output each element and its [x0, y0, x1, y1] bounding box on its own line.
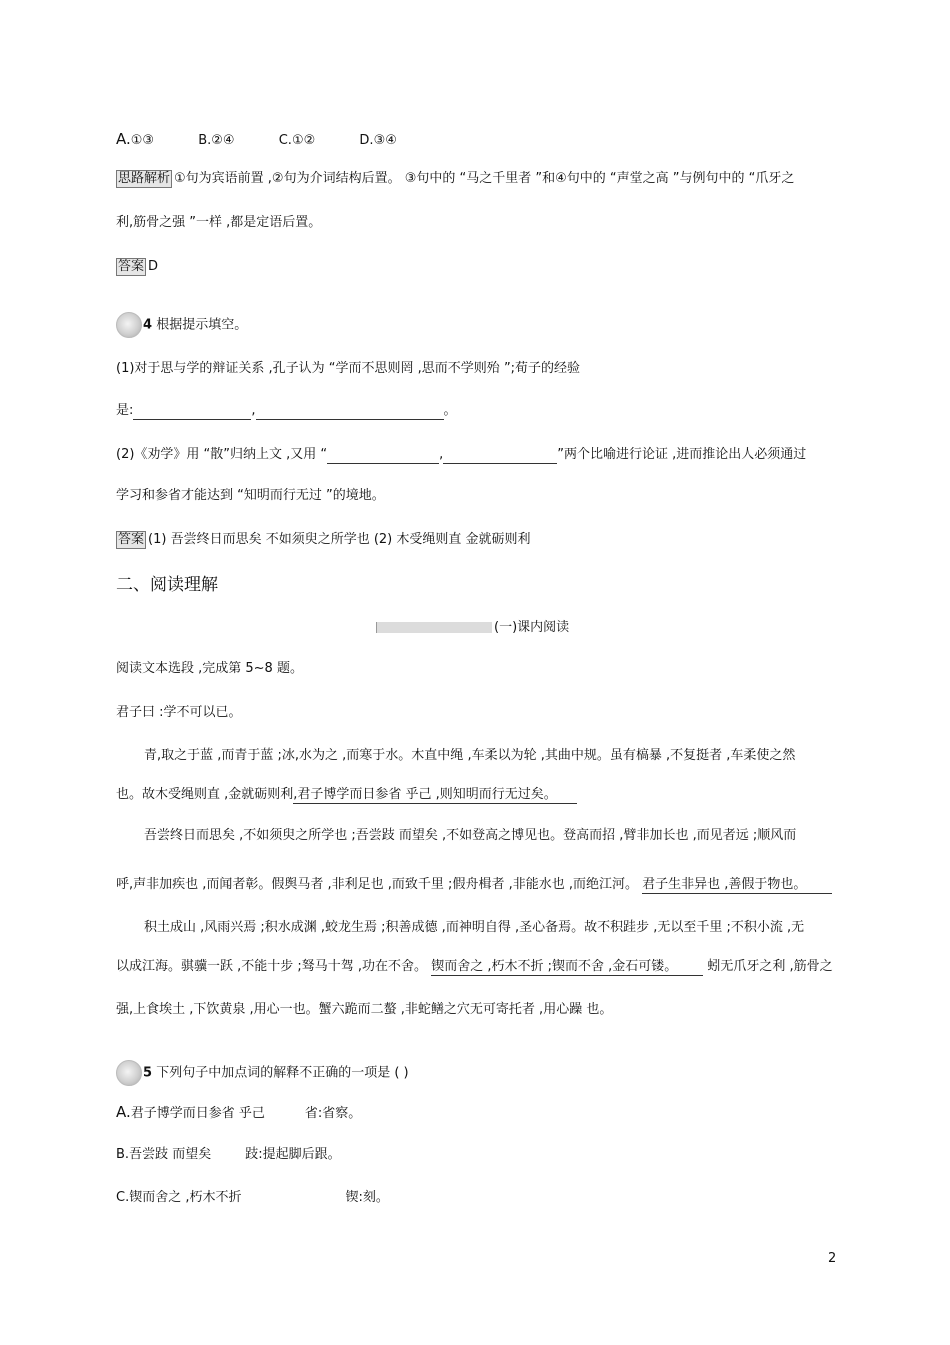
passage-p3-line2: 以成江海。骐骥一跃 ,不能十步 ;驽马十驾 ,功在不舍。 锲而舍之 ,朽木不折 ;锲而不舍 ,金石可镂。 蚓无爪牙之利 ,筋骨之	[116, 959, 833, 974]
q4-header	[116, 312, 247, 338]
q3-analysis-line1	[116, 170, 794, 188]
answer-tag: 答案	[118, 259, 145, 274]
underlined-sentence: ,君子博学而日参省 乎己 ,则知明而行无过矣。	[293, 787, 577, 804]
option-d: D.③④	[359, 133, 397, 148]
question-bubble-icon	[116, 312, 142, 338]
answer-text: D	[148, 259, 159, 274]
passage-p2-line1: 吾尝终日而思矣 ,不如须臾之所学也 ;吾尝跂 而望矣 ,不如登高之博见也。登高而招 ,臂非加长也 ,而见者远 ;顺风而	[144, 828, 797, 843]
q5-option-a: A.君子博学而日参省 乎己 省:省察。	[116, 1103, 362, 1121]
passage-opening: 君子曰 :学不可以已。	[116, 705, 242, 720]
q4-part2-line2: 学习和参省才能达到 “知明而行无过 ”的境地。	[116, 488, 385, 503]
question-bubble-icon	[116, 1060, 142, 1086]
q4-part2-line1: (2)《劝学》用 “散”归纳上文 ,又用 “ , ”两个比喻进行论证 ,进而推论出人必须通过	[116, 447, 807, 462]
passage-p2-line2: 呼,声非加疾也 ,而闻者彰。假舆马者 ,非利足也 ,而致千里 ;假舟楫者 ,非能水也 ,而绝江河。 君子生非异也 ,善假于物也。	[116, 876, 832, 894]
question-number: 5	[143, 1065, 153, 1081]
option-a: A.①③	[116, 130, 155, 148]
q4-part1-line1: (1)对于思与学的辩证关系 ,孔子认为 “学而不思则罔 ,思而不学则殆 ”;荀子的经验	[116, 361, 581, 376]
passage-p1-line2: 也。故木受绳则直 ,金就砺则利,君子博学而日参省 乎己 ,则知明而行无过矣。	[116, 786, 577, 804]
q5-option-c: C.锲而舍之 ,朽木不折 锲:刻。	[116, 1190, 389, 1205]
q3-options	[116, 130, 437, 150]
reading-instruction: 阅读文本选段 ,完成第 5~8 题。	[116, 661, 303, 676]
answer-tag: 答案	[118, 532, 145, 547]
underlined-sentence: 锲而舍之 ,朽木不折 ;锲而不舍 ,金石可镂。	[431, 959, 703, 976]
fill-blank[interactable]	[133, 405, 251, 420]
passage-p3-line3: 强,上食埃土 ,下饮黄泉 ,用心一也。蟹六跪而二螯 ,非蛇鳝之穴无可寄托者 ,用心躁 也。	[116, 1002, 613, 1017]
page-number: 2	[828, 1251, 837, 1266]
analysis-text: ①句为宾语前置 ,②句为介词结构后置。 ③句中的 “马之千里者 ”和④句中的 “声堂之高 ”与例句中的 “爪牙之	[174, 171, 795, 186]
q4-part1-line2: 是: , 。	[116, 403, 457, 418]
passage-p1-line1: 青,取之于蓝 ,而青于蓝 ;冰,水为之 ,而寒于水。木直中绳 ,车柔以为轮 ,其曲中规。虽有槁暴 ,不复挺者 ,车柔使之然	[144, 748, 796, 763]
answer-text: (1) 吾尝终日而思矣 不如须臾之所学也 (2) 木受绳则直 金就砺则利	[148, 532, 531, 547]
q3-answer	[116, 258, 158, 276]
subsection-bar	[376, 622, 492, 633]
q5-header	[116, 1060, 409, 1086]
underlined-sentence: 君子生非异也 ,善假于物也。	[642, 877, 832, 894]
section-title: 二、阅读理解	[116, 575, 218, 595]
option-c: C.①②	[278, 133, 316, 148]
fill-blank[interactable]	[256, 405, 444, 420]
question-number: 4	[143, 317, 153, 333]
fill-blank[interactable]	[443, 449, 557, 464]
passage-p3-line1: 积土成山 ,风雨兴焉 ;积水成渊 ,蛟龙生焉 ;积善成德 ,而神明自得 ,圣心备焉。故不积跬步 ,无以至千里 ;不积小流 ,无	[144, 920, 805, 935]
question-prompt: 根据提示填空。	[156, 317, 248, 333]
q3-analysis-line2: 利,筋骨之强 ”一样 ,都是定语后置。	[116, 215, 322, 230]
q4-answer	[116, 531, 531, 549]
option-b: B.②④	[198, 133, 235, 148]
question-prompt: 下列句子中加点词的解释不正确的一项是 ( )	[156, 1065, 409, 1081]
fill-blank[interactable]	[327, 449, 439, 464]
analysis-tag: 思路解析	[118, 171, 171, 186]
subsection-title: (一)课内阅读	[376, 619, 569, 637]
q5-option-b: B.吾尝跂 而望矣 跂:提起脚后跟。	[116, 1147, 341, 1162]
